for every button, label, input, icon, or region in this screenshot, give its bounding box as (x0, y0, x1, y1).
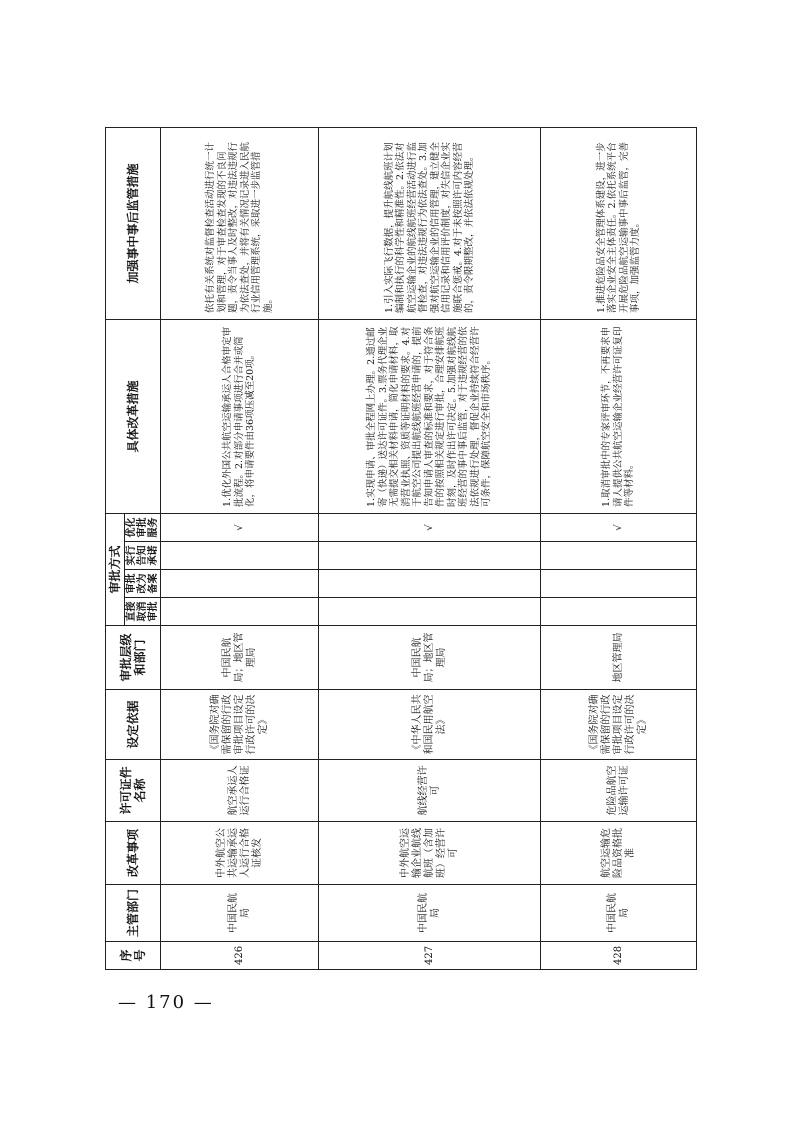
check-mark: √ (319, 513, 541, 541)
cell-level: 中国民航局；地区管理局 (319, 626, 541, 690)
header-method: 审批方式 (106, 513, 125, 625)
cell-measures: 1.实现申请、审批全程网上办理。2.通过邮寄（快递）送达许可证件。3.票务代理企业无需提交相关材料申请，简化申请材料，取消营业执照、资质等证明材料的要求。4.对于航空公司提出航线航班经营申请的，提前告知申请人审查的标准和要求，对于符合条件的按照相关规定进行审批，合理安排航班时刻，及时作出许可决定。5.加强对航线航班经营的事中事后监管，对于违规经营的依法依规进行处理，督促企业持续符合经营许可条件，保障航空安全和市场秩序。 (319, 319, 541, 513)
cell-measures: 1.优化外国公共航空运输承运人合格审定审批流程。2.对部分申请事项进行合并或简化，将申请要件由36项压减至20项。 (161, 319, 319, 513)
cell-record (541, 570, 697, 598)
table-row (541, 127, 697, 969)
table-row (319, 127, 541, 969)
header-supervision: 加强事中事后监管措施 (106, 127, 161, 319)
cell-basis: 《国务院对确需保留的行政审批项目设定行政许可的决定》 (161, 690, 319, 760)
cell-record (319, 570, 541, 598)
header-license: 许可证件名称 (106, 760, 161, 822)
cell-dept: 中国民航局 (161, 885, 319, 942)
header-item: 改革事项 (106, 822, 161, 885)
cell-seq: 427 (319, 942, 541, 970)
header-method-promise: 实行告知承诺 (125, 542, 161, 570)
header-method-cancel: 直接取消审批 (125, 598, 161, 626)
cell-item: 航空运输危险品资格批准 (541, 822, 697, 885)
cell-basis: 《中华人民共和国民用航空法》 (319, 690, 541, 760)
page-number: — 170 — (118, 992, 214, 1013)
cell-seq: 426 (161, 942, 319, 970)
cell-supervision: 1.推进危险品安全管理体系建设，进一步落实企业安全主体责任。2.依托系统平台开展危险品航空运输事中事后监管，完善事项，加强监管力度。 (541, 127, 697, 319)
header-dept: 主管部门 (106, 885, 161, 942)
header-measures: 具体改革措施 (106, 319, 161, 513)
header-method-record: 审批改为备案 (125, 570, 161, 598)
cell-dept: 中国民航局 (319, 885, 541, 942)
header-seq: 序号 (106, 942, 161, 970)
cell-supervision: 1.引入实际飞行数据，提升航线航班计划编制和执行的科学性和精准性。2.依法对航空运输企业的航线航班经营活动进行监督检查，对违法违规行为依法查处。3.加强对航空运输企业的信用管理，建立健全信用记录和信用评价制度，对失信企业实施联合惩戒。4.对于未按照许可内容经营的，责令限期整改，并依法依规处理。 (319, 127, 541, 319)
cell-basis: 《国务院对确需保留的行政审批项目设定行政许可的决定》 (541, 690, 697, 760)
check-mark: √ (161, 513, 319, 541)
cell-supervision: 依托有关系统对监督检查活动进行统一计划和管理，对于审查检查发现的不良问题，责令当事人及时整改，对违法违规行为依法查处，并将有关情况记录进入民航行业信用管理系统，采取进一步监管措施。 (161, 127, 319, 319)
cell-seq: 428 (541, 942, 697, 970)
header-method-optimize: 优化审批服务 (125, 513, 161, 541)
cell-promise (541, 542, 697, 570)
header-basis: 设定依据 (106, 690, 161, 760)
header-level: 审批层级和部门 (106, 626, 161, 690)
cell-cancel (161, 598, 319, 626)
cell-item: 中外航空运输企业航线航班（含加班）经营许可 (319, 822, 541, 885)
table-row (161, 127, 319, 969)
cell-cancel (319, 598, 541, 626)
check-mark: √ (541, 513, 697, 541)
cell-measures: 1.取消审批中的专家评审环节，不再要求申请人提供公共航空运输企业经营许可证复印件等材料。 (541, 319, 697, 513)
cell-license: 航空承运人运行合格证 (161, 760, 319, 822)
cell-dept: 中国民航局 (541, 885, 697, 942)
cell-cancel (541, 598, 697, 626)
cell-promise (319, 542, 541, 570)
cell-item: 中外航空公共运输承运人运行合格证核发 (161, 822, 319, 885)
reform-items-table (105, 127, 697, 970)
cell-level: 地区管理局 (541, 626, 697, 690)
cell-record (161, 570, 319, 598)
rotated-table-container (105, 128, 685, 970)
cell-license: 航线经营许可 (319, 760, 541, 822)
cell-level: 中国民航局；地区管理局 (161, 626, 319, 690)
cell-license: 危险品航空运输许可证 (541, 760, 697, 822)
cell-promise (161, 542, 319, 570)
